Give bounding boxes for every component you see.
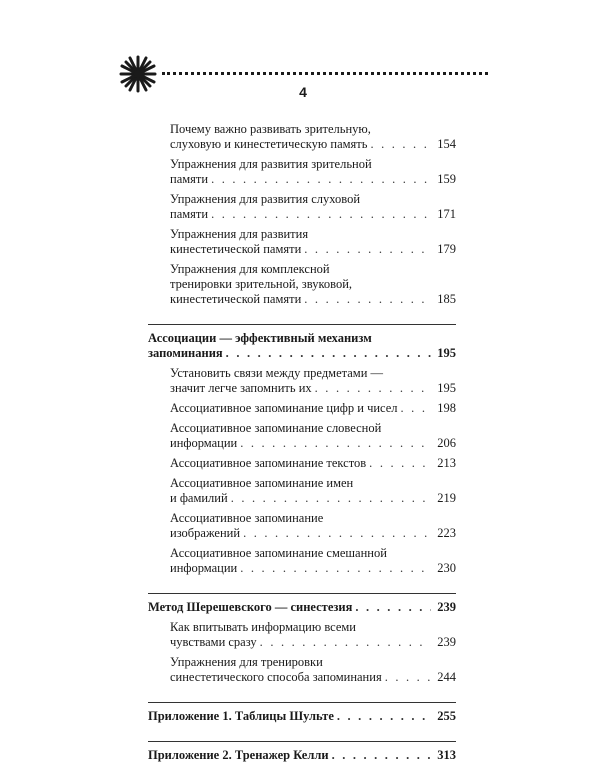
toc-appendix-1[interactable] [148, 709, 456, 724]
toc-entry-title-end: слуховую и кинестетическую память [170, 137, 368, 151]
toc-entry-title: Ассоциативное запоминание имен [170, 476, 354, 490]
toc-page-number: 230 [437, 561, 456, 575]
toc-page-number: 206 [437, 436, 456, 450]
toc-section-title: Ассоциации — эффективный механизм [148, 331, 372, 345]
toc-entry-title-end: изображений [170, 526, 241, 540]
table-of-contents [148, 122, 456, 768]
toc-section-method[interactable] [148, 600, 456, 615]
toc-entry-title: Упражнения для тренировки [170, 655, 323, 669]
toc-entry[interactable] [148, 157, 456, 187]
toc-entry-title-end: кинестетической памяти [170, 292, 302, 306]
dot-leader [355, 600, 431, 615]
toc-page-number: 239 [437, 600, 456, 614]
toc-entry[interactable] [148, 511, 456, 541]
toc-page-number: 239 [437, 635, 456, 649]
toc-entry-title-end: значит легче запомнить их [170, 381, 312, 395]
toc-section-title-end: запоминания [148, 346, 223, 360]
toc-entry[interactable] [148, 192, 456, 222]
toc-section-title: Метод Шерешевского — синестезия [148, 600, 353, 614]
toc-page-number: 313 [437, 748, 456, 762]
dot-leader [240, 561, 431, 576]
dot-leader [211, 172, 431, 187]
toc-page-number: 219 [437, 491, 456, 505]
toc-entry-title-end: памяти [170, 172, 209, 186]
toc-entry-title: Упражнения для комплексной [170, 262, 330, 276]
dot-leader [243, 526, 431, 541]
toc-page-number: 198 [437, 401, 456, 415]
toc-entry[interactable] [148, 401, 456, 416]
dot-leader [304, 292, 431, 307]
toc-entry[interactable] [148, 546, 456, 576]
dot-leader [401, 401, 431, 416]
toc-entry[interactable] [148, 122, 456, 152]
toc-entry-title: Ассоциативное запоминание словесной [170, 421, 382, 435]
dot-leader [260, 635, 431, 650]
toc-entry[interactable] [148, 227, 456, 257]
toc-entry[interactable] [148, 262, 456, 307]
toc-page-number: 255 [437, 709, 456, 723]
dot-leader [240, 436, 431, 451]
dot-leader [315, 381, 431, 396]
toc-page-number: 213 [437, 456, 456, 470]
dot-leader [226, 346, 431, 361]
toc-page-number: 185 [437, 292, 456, 306]
dot-leader [369, 456, 431, 471]
toc-page-number: 244 [437, 670, 456, 684]
toc-entry-title: Как впитывать информацию всеми [170, 620, 356, 634]
toc-page-number: 154 [437, 137, 456, 151]
dot-leader [370, 137, 431, 152]
dot-leader [337, 709, 431, 724]
dot-leader [231, 491, 431, 506]
toc-entry[interactable] [148, 421, 456, 451]
toc-entry[interactable] [148, 366, 456, 396]
toc-entry-title: Упражнения для развития [170, 227, 309, 241]
toc-page-number: 223 [437, 526, 456, 540]
toc-entry-title: Упражнения для развития зрительной [170, 157, 372, 171]
toc-entry[interactable] [148, 620, 456, 650]
toc-entry-title: Упражнения для развития слуховой [170, 192, 361, 206]
section-divider [148, 324, 456, 325]
page-number: 4 [299, 84, 307, 100]
toc-section-title: Приложение 1. Таблицы Шульте [148, 709, 334, 723]
section-divider [148, 702, 456, 703]
section-divider [148, 593, 456, 594]
page-header [118, 52, 488, 102]
toc-entry-title: Почему важно развивать зрительную, [170, 122, 371, 136]
toc-page-number: 159 [437, 172, 456, 186]
toc-page-number: 171 [437, 207, 456, 221]
toc-entry[interactable] [148, 655, 456, 685]
header-dotted-rule [162, 72, 488, 75]
toc-entry-title-end: памяти [170, 207, 209, 221]
toc-entry-title-end: и фамилий [170, 491, 228, 505]
toc-entry-title-end: информации [170, 561, 238, 575]
toc-entry-title: Ассоциативное запоминание [170, 511, 324, 525]
toc-page-number: 195 [437, 381, 456, 395]
dot-leader [332, 748, 431, 763]
toc-entry[interactable] [148, 456, 456, 471]
toc-entry-title-end: Ассоциативное запоминание цифр и чисел [170, 401, 398, 415]
toc-entry-title: Установить связи между предметами — [170, 366, 384, 380]
toc-entry-title-end: информации [170, 436, 238, 450]
toc-page-number: 195 [437, 346, 456, 360]
dot-leader [385, 670, 431, 685]
toc-entry-title: Ассоциативное запоминание смешанной [170, 546, 387, 560]
section-divider [148, 741, 456, 742]
toc-entry-title-cont: тренировки зрительной, звуковой, [170, 277, 353, 291]
toc-section-title: Приложение 2. Тренажер Келли [148, 748, 329, 762]
toc-entry-title-end: кинестетической памяти [170, 242, 302, 256]
toc-section-associations[interactable] [148, 331, 456, 361]
toc-entry-title-end: чувствами сразу [170, 635, 257, 649]
toc-appendix-2[interactable] [148, 748, 456, 763]
toc-entry-title-end: Ассоциативное запоминание текстов [170, 456, 367, 470]
toc-page-number: 179 [437, 242, 456, 256]
toc-entry-title-end: синестетического способа запоминания [170, 670, 382, 684]
dot-leader [304, 242, 431, 257]
dot-leader [211, 207, 431, 222]
toc-entry[interactable] [148, 476, 456, 506]
